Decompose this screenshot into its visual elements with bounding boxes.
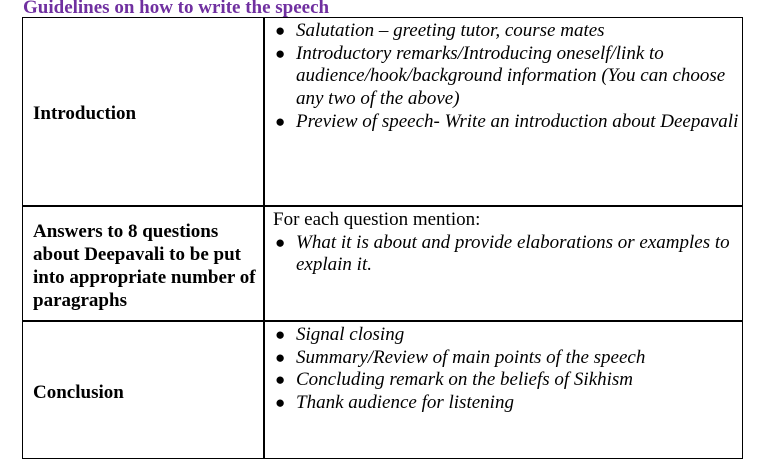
row-label-conclusion: Conclusion (33, 382, 124, 403)
list-item-text: Preview of speech- Write an introduction about Deepavali (296, 110, 739, 132)
bullet-icon: ● (275, 370, 286, 390)
bullet-icon: ● (275, 393, 286, 413)
row-content-introduction (269, 20, 739, 134)
row-divider (23, 320, 742, 322)
page-heading: Guidelines on how to write the speech (23, 0, 330, 18)
bullet-list (269, 232, 739, 277)
list-item (269, 392, 739, 415)
row-content-conclusion (269, 324, 739, 415)
list-item (269, 111, 739, 134)
bullet-list (269, 20, 739, 134)
list-item (269, 232, 739, 277)
bullet-icon: ● (275, 325, 286, 344)
bullet-icon: ● (275, 111, 286, 131)
list-item-text: Introductory remarks/Introducing oneself/link to audience/hook/background information (You can choose any two of the above) (296, 42, 726, 110)
bullet-icon: ● (275, 43, 286, 63)
bullet-icon: ● (275, 21, 286, 40)
list-item-text: What it is about and provide elaborations or examples to explain it. (296, 231, 730, 276)
list-item (269, 347, 739, 370)
list-item-text: Salutation – greeting tutor, course mates (296, 20, 605, 41)
row-content-answers (269, 209, 739, 277)
list-item (269, 369, 739, 392)
list-item-text: Concluding remark on the beliefs of Sikhism (296, 369, 634, 391)
row-intro-text: For each question mention: (273, 209, 481, 230)
list-item-text: Thank audience for listening (296, 392, 514, 414)
list-item (269, 43, 739, 111)
list-item (269, 324, 739, 347)
column-divider (263, 18, 265, 458)
guidelines-table (22, 17, 743, 459)
bullet-icon: ● (275, 232, 286, 252)
row-label-introduction: Introduction (33, 103, 137, 124)
list-item-text: Signal closing (296, 324, 405, 345)
row-label-answers: Answers to 8 questions about Deepavali to be put into appropriate number of paragraphs (33, 221, 256, 311)
list-item-text: Summary/Review of main points of the speech (296, 346, 646, 368)
bullet-icon: ● (275, 347, 286, 367)
list-item (269, 20, 739, 43)
row-divider (23, 205, 742, 207)
bullet-list (269, 324, 739, 415)
